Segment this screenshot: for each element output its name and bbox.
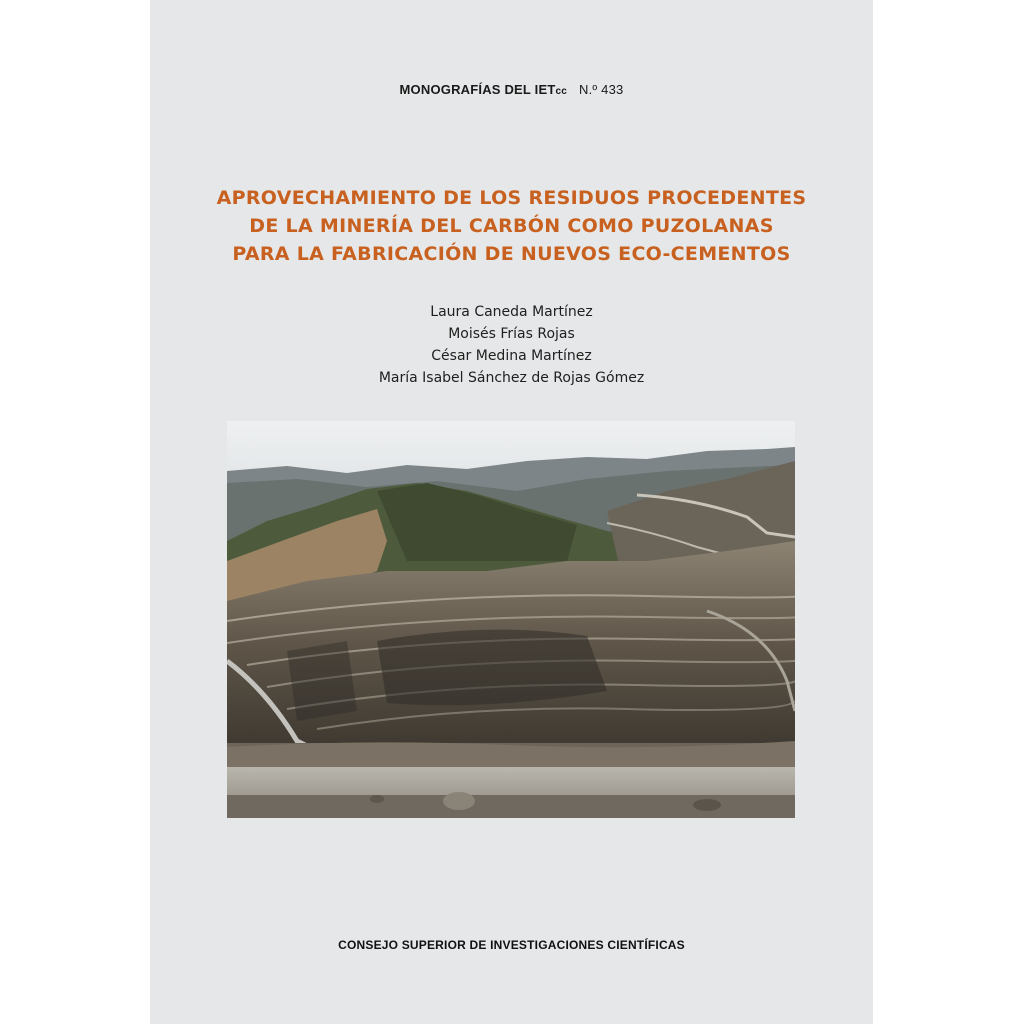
series-number: N.º 433 [579, 82, 624, 97]
author-name: César Medina Martínez [431, 348, 592, 364]
author-name: Laura Caneda Martínez [430, 304, 593, 320]
open-pit-mine-photo [227, 421, 795, 818]
author-list [150, 301, 873, 389]
author-name: María Isabel Sánchez de Rojas Gómez [378, 370, 645, 386]
book-cover [150, 0, 873, 1024]
book-title [150, 184, 873, 268]
title-line: APROVECHAMIENTO DE LOS RESIDUOS PROCEDENTES [216, 187, 807, 209]
author-name: Moisés Frías Rojas [448, 326, 575, 342]
title-line: PARA LA FABRICACIÓN DE NUEVOS ECO-CEMENTOS [232, 243, 791, 265]
mine-landscape-illustration [227, 421, 795, 818]
series-header [150, 82, 873, 97]
series-name: MONOGRAFÍAS DEL IETcc [399, 82, 568, 97]
publisher-name: CONSEJO SUPERIOR DE INVESTIGACIONES CIENTÍFICAS [338, 938, 685, 952]
title-line: DE LA MINERÍA DEL CARBÓN COMO PUZOLANAS [249, 215, 774, 237]
